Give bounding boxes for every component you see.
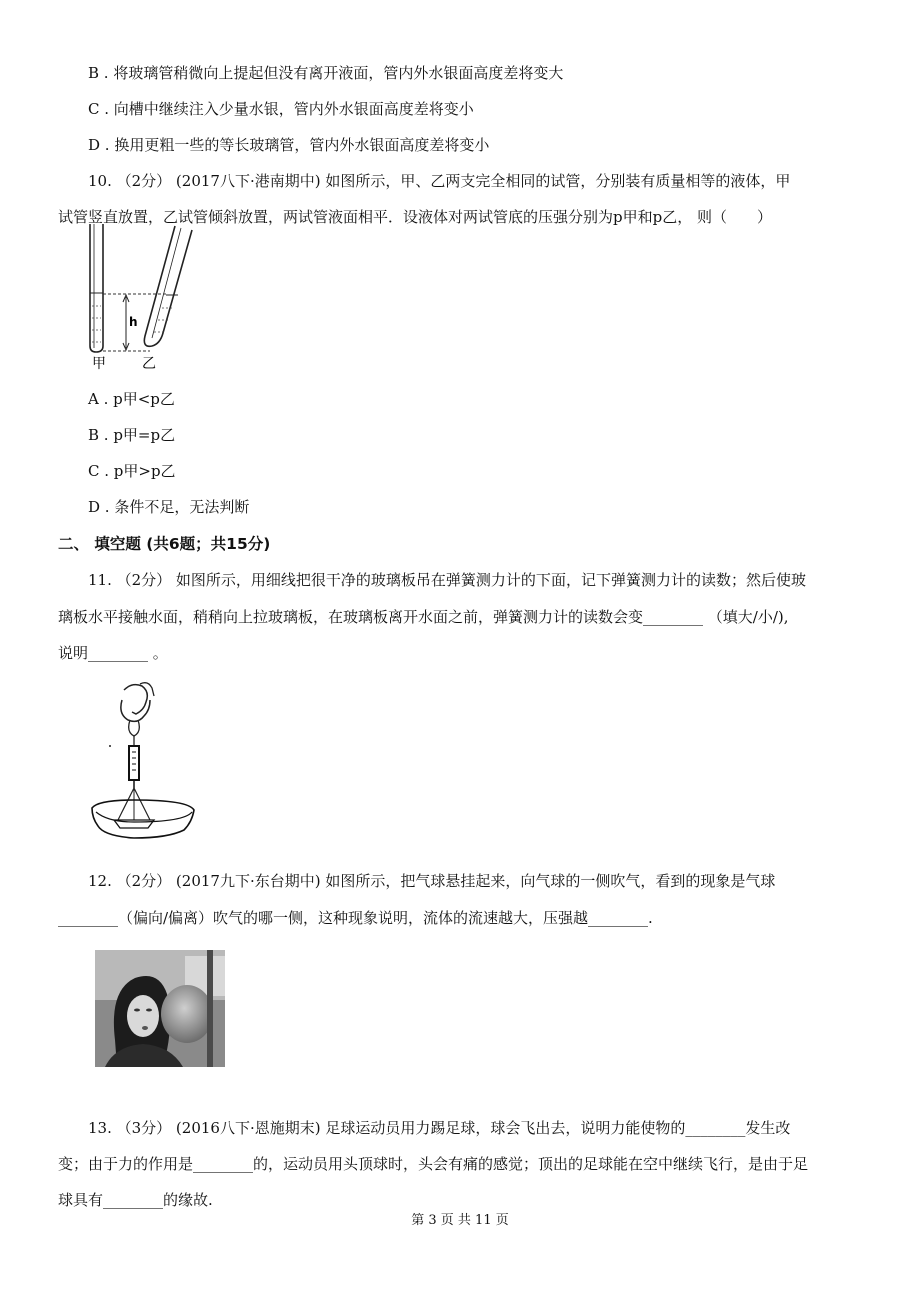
q10-option-b: B . p甲=p乙: [88, 426, 176, 444]
q13-stem-line2: 变；由于力的作用是________的，运动员用头顶球时，头会有痛的感觉；顶出的足球能在空中继续飞行，是由于足: [58, 1155, 809, 1173]
q13-stem-line1: 13. （3分） (2016八下·恩施期末) 足球运动员用力踢足球，球会飞出去，说明力能使物的________发生改: [88, 1119, 791, 1137]
q9-option-c: C . 向槽中继续注入少量水银，管内外水银面高度差将变小: [88, 100, 474, 118]
q9-option-d: D . 换用更粗一些的等长玻璃管，管内外水银面高度差将变小: [88, 136, 490, 154]
tube-label-jia: 甲: [92, 356, 106, 372]
h-label: h: [129, 315, 138, 329]
q13-stem-line3: 球具有________的缘故.: [58, 1191, 213, 1209]
balloon-photo: [95, 950, 225, 1067]
q10-stem-line1: 10. （2分） (2017八下·港南期中) 如图所示，甲、乙两支完全相同的试管，分别装有质量相等的液体，甲: [88, 172, 791, 190]
q10-option-d: D . 条件不足，无法判断: [88, 498, 250, 516]
tube-label-yi: 乙: [142, 356, 156, 372]
q10-option-a: A . p甲<p乙: [88, 390, 175, 408]
test-tube-figure: [82, 218, 202, 373]
q10-stem-line2: 试管竖直放置，乙试管倾斜放置，两试管液面相平．设液体对两试管底的压强分别为p甲和p乙， 则（ ）: [58, 208, 772, 226]
spring-scale-figure: [88, 680, 200, 840]
q11-stem-line3: 说明________ 。: [58, 644, 168, 662]
q12-stem-line2: ________（偏向/偏离）吹气的哪一侧，这种现象说明，流体的流速越大，压强越________.: [58, 909, 653, 927]
q9-option-b: B . 将玻璃管稍微向上提起但没有离开液面，管内外水银面高度差将变大: [88, 64, 564, 82]
page-footer: 第 3 页 共 11 页: [411, 1213, 509, 1228]
section-title: 二、 填空题 (共6题；共15分): [58, 535, 271, 553]
q12-stem-line1: 12. （2分） (2017九下·东台期中) 如图所示，把气球悬挂起来，向气球的一侧吹气，看到的现象是气球: [88, 872, 776, 890]
q11-stem-line2: 璃板水平接触水面，稍稍向上拉玻璃板，在玻璃板离开水面之前，弹簧测力计的读数会变________ （填大/小/),: [58, 608, 789, 626]
q10-option-c: C . p甲>p乙: [88, 462, 176, 480]
q11-stem-line1: 11. （2分） 如图所示，用细线把很干净的玻璃板吊在弹簧测力计的下面，记下弹簧测力计的读数；然后使玻: [88, 571, 806, 589]
